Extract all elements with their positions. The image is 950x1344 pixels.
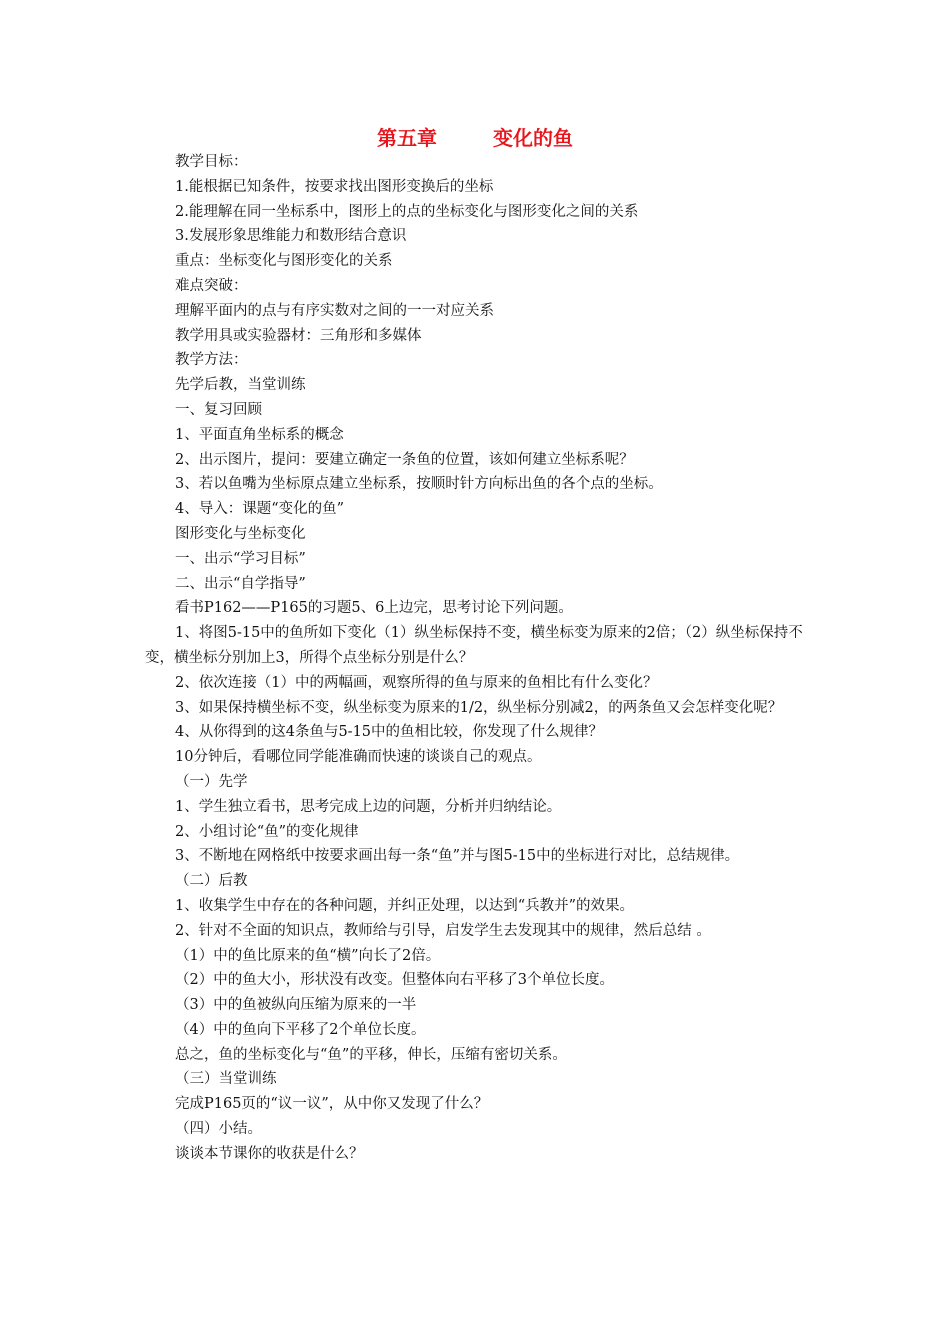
- text-line: 理解平面内的点与有序实数对之间的一一对应关系: [175, 302, 494, 319]
- text-line: （3）中的鱼被纵向压缩为原来的一半: [175, 997, 417, 1014]
- text-line: 2、出示图片，提问：要建立确定一条鱼的位置，该如何建立坐标系呢？: [175, 451, 634, 468]
- text-line: 看书P162——P165的习题5、6上边完，思考讨论下列问题。: [175, 600, 573, 617]
- text-line: 难点突破：: [175, 277, 248, 294]
- title-chapter: 第五章: [377, 126, 437, 150]
- text-line: 1、学生独立看书，思考完成上边的问题，分析并归纳结论。: [175, 798, 562, 815]
- text-line: 4、从你得到的这4条鱼与5-15中的鱼相比较，你发现了什么规律？: [175, 724, 604, 741]
- document-body: [145, 150, 805, 1167]
- text-line: 先学后教，当堂训练: [175, 377, 306, 394]
- text-line: 教学方法：: [175, 352, 248, 369]
- text-line: 完成P165页的“议一议”，从中你又发现了什么？: [175, 1096, 489, 1113]
- text-line: 重点：坐标变化与图形变化的关系: [175, 253, 393, 270]
- text-line: （一）先学: [175, 773, 248, 790]
- text-line: 1.能根据已知条件，按要求找出图形变换后的坐标: [175, 178, 494, 195]
- text-line: 2、依次连接（1）中的两幅画，观察所得的鱼与原来的鱼相比有什么变化？: [175, 674, 658, 691]
- text-line: 二、出示“自学指导”: [175, 575, 306, 592]
- text-line: 2、针对不全面的知识点，教师给与引导，启发学生去发现其中的规律，然后总结 。: [175, 922, 711, 939]
- text-line: 1、将图5-15中的鱼所如下变化（1）纵坐标保持不变，横坐标变为原来的2倍；（2）纵坐标保持不变，横坐标分别加上3，所得个点坐标分别是什么？: [145, 625, 803, 666]
- text-line: 教学目标：: [175, 154, 248, 170]
- text-line: 一、复习回顾: [175, 401, 262, 418]
- text-line: 3、若以鱼嘴为坐标原点建立坐标系，按顺时针方向标出鱼的各个点的坐标。: [175, 476, 663, 493]
- text-line: 总之，鱼的坐标变化与“鱼”的平移，伸长，压缩有密切关系。: [175, 1046, 567, 1063]
- text-line: 2、小组讨论“鱼”的变化规律: [175, 823, 359, 840]
- text-line: 3、不断地在网格纸中按要求画出每一条“鱼”并与图5-15中的坐标进行对比，总结规律。: [175, 848, 740, 865]
- title-name: 变化的鱼: [493, 126, 573, 150]
- text-line: （四）小结。: [175, 1121, 262, 1138]
- text-line: （三）当堂训练: [175, 1071, 277, 1088]
- text-line: （二）后教: [175, 873, 248, 890]
- text-line: 10分钟后，看哪位同学能准确而快速的谈谈自己的观点。: [175, 749, 542, 766]
- text-line: 2.能理解在同一坐标系中，图形上的点的坐标变化与图形变化之间的关系: [175, 203, 639, 220]
- text-line: 1、平面直角坐标系的概念: [175, 426, 344, 443]
- text-line: 4、导入：课题“变化的鱼”: [175, 501, 345, 518]
- text-line: 图形变化与坐标变化: [175, 525, 306, 542]
- text-line: 谈谈本节课你的收获是什么？: [175, 1145, 364, 1162]
- document-title: [0, 124, 950, 152]
- text-line: 1、收集学生中存在的各种问题，并纠正处理，以达到“兵教并”的效果。: [175, 897, 635, 914]
- text-line: 3.发展形象思维能力和数形结合意识: [175, 228, 407, 245]
- text-line: （2）中的鱼大小，形状没有改变。但整体向右平移了3个单位长度。: [175, 972, 614, 989]
- text-line: 3、如果保持横坐标不变，纵坐标变为原来的1/2，纵坐标分别减2，的两条鱼又会怎样变化呢？: [175, 699, 783, 716]
- text-line: 一、出示“学习目标”: [175, 550, 306, 567]
- text-line: （4）中的鱼向下平移了2个单位长度。: [175, 1021, 426, 1038]
- text-line: （1）中的鱼比原来的鱼“横”向长了2倍。: [175, 947, 441, 964]
- text-line: 教学用具或实验器材：三角形和多媒体: [175, 327, 422, 344]
